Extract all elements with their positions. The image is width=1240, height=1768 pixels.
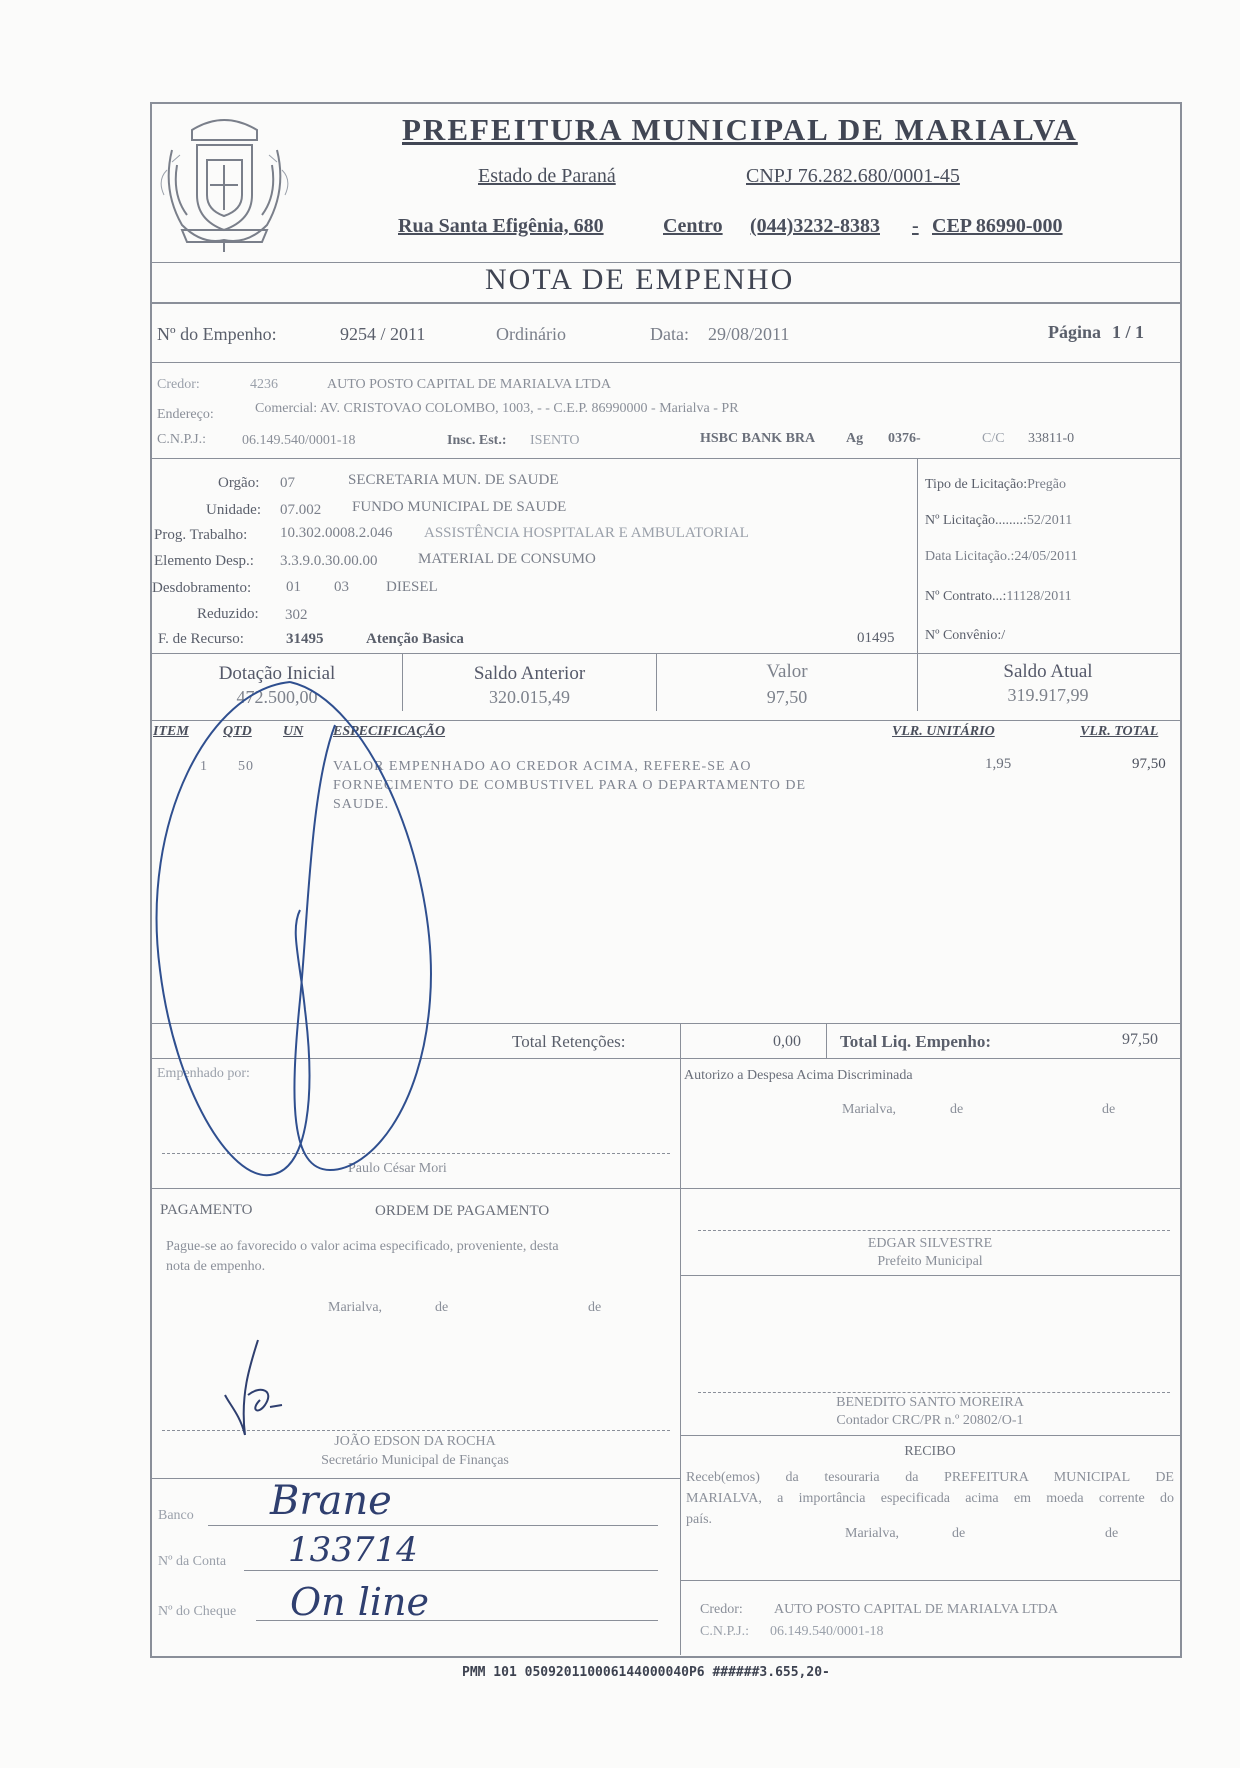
signature-line	[698, 1392, 1170, 1393]
unidade-name: FUNDO MUNICIPAL DE SAUDE	[352, 499, 567, 515]
cc-label: C/C	[982, 431, 1005, 446]
divider	[150, 1058, 1180, 1059]
col-un: UN	[283, 724, 304, 739]
unidade-label: Unidade:	[206, 502, 261, 518]
elemento-code: 3.3.9.0.30.00.00	[280, 553, 378, 569]
date-de: de	[950, 1102, 964, 1117]
col-item: ITEM	[153, 724, 189, 739]
cc-number: 33811-0	[1028, 431, 1075, 446]
cep-separator: -	[912, 215, 919, 237]
empenho-number-label: Nº do Empenho:	[157, 324, 277, 344]
ordem-text: Pague-se ao favorecido o valor acima especificado, proveniente, desta	[166, 1239, 559, 1254]
valor-value: 97,50	[766, 687, 808, 707]
recibo-credor-label: Credor:	[700, 1602, 743, 1617]
divider	[680, 1023, 681, 1655]
agency-label: Ag	[846, 431, 864, 446]
retencoes-label: Total Retenções:	[512, 1032, 626, 1051]
liq-empenho-value: 97,50	[1122, 1031, 1158, 1048]
coat-of-arms-icon	[152, 110, 297, 255]
divider	[150, 458, 1180, 459]
desdob-label: Desdobramento:	[152, 580, 252, 596]
page-label: Página	[1048, 322, 1102, 342]
contador-title: Contador CRC/PR n.º 20802/O-1	[836, 1413, 1024, 1428]
retencoes-value: 0,00	[773, 1033, 801, 1050]
divider	[150, 362, 1180, 363]
conta-label: Nº da Conta	[158, 1554, 227, 1569]
saldo-anterior-label: Saldo Anterior	[473, 663, 586, 684]
divider	[150, 302, 1180, 304]
divider	[150, 653, 1180, 654]
recibo-cnpj: 06.149.540/0001-18	[770, 1624, 884, 1639]
banco-label: Banco	[158, 1508, 194, 1523]
prefeito-name: EDGAR SILVESTRE	[867, 1236, 993, 1251]
secretario-title: Secretário Municipal de Finanças	[321, 1453, 509, 1468]
recurso-code: 31495	[286, 631, 324, 647]
divider	[917, 458, 918, 653]
date-de: de	[435, 1300, 449, 1315]
signature-line	[162, 1153, 670, 1154]
divider	[150, 1023, 1180, 1024]
recurso-name: Atenção Basica	[366, 631, 464, 647]
agency: 0376-	[888, 431, 921, 446]
date-de: de	[588, 1300, 602, 1315]
street-address: Rua Santa Efigênia, 680	[398, 215, 604, 237]
date-de: de	[952, 1526, 966, 1541]
data-licitacao: Data Licitação.:24/05/2011	[925, 549, 1078, 564]
empenho-type: Ordinário	[496, 324, 566, 344]
phone: (044)3232-8383	[750, 215, 880, 237]
secretario-name: JOÃO EDSON DA ROCHA	[334, 1434, 496, 1449]
recibo-text: país.	[686, 1512, 713, 1527]
endereco-label: Endereço:	[157, 407, 214, 422]
handwritten-signature	[220, 1335, 300, 1445]
saldo-atual-label: Saldo Atual	[1003, 661, 1093, 682]
insc-value: ISENTO	[530, 433, 580, 448]
orgao-name: SECRETARIA MUN. DE SAUDE	[348, 472, 559, 488]
desdob-1: 01	[286, 579, 301, 595]
credor-cnpj: 06.149.540/0001-18	[242, 433, 356, 448]
valor-label: Valor	[766, 661, 808, 682]
autorizo-text: Autorizo a Despesa Acima Discriminada	[684, 1068, 913, 1083]
cep: CEP 86990-000	[932, 215, 1063, 237]
prog-code: 10.302.0008.2.046	[280, 525, 393, 541]
cheque-label: Nº do Cheque	[158, 1604, 237, 1619]
cnpj-label: CNPJ 76.282.680/0001-45	[746, 165, 960, 187]
conta-line	[244, 1570, 658, 1571]
recurso-ref: 01495	[857, 630, 895, 646]
item-number: 1	[200, 759, 208, 774]
ordem-label: ORDEM DE PAGAMENTO	[375, 1203, 550, 1219]
divider	[150, 1478, 680, 1479]
recibo-text: Receb(emos) da tesouraria da PREFEITURA MUNICIPAL DE	[686, 1470, 1174, 1485]
divider	[680, 1435, 1180, 1436]
conta-handwritten: 133714	[288, 1530, 418, 1570]
recibo-credor-name: AUTO POSTO CAPITAL DE MARIALVA LTDA	[774, 1602, 1058, 1617]
desdob-2: 03	[334, 579, 349, 595]
col-especificacao: ESPECIFICAÇÃO	[333, 724, 446, 739]
item-vlr-unit: 1,95	[985, 756, 1012, 772]
document-type: NOTA DE EMPENHO	[485, 263, 795, 296]
recibo-cnpj-label: C.N.P.J.:	[700, 1624, 750, 1639]
date-label: Data:	[650, 324, 689, 344]
desdob-name: DIESEL	[386, 579, 438, 595]
item-desc-line: VALOR EMPENHADO AO CREDOR ACIMA, REFERE-SE AO	[333, 759, 752, 774]
contador-name: BENEDITO SANTO MOREIRA	[836, 1395, 1024, 1410]
empenho-date: 29/08/2011	[708, 324, 790, 344]
recibo-text: MARIALVA, a importância especificada acima em moeda corrente do	[686, 1491, 1174, 1506]
col-vlr-total: VLR. TOTAL	[1080, 724, 1159, 739]
recibo-label: RECIBO	[904, 1444, 956, 1459]
reduzido-value: 302	[285, 607, 308, 623]
credor-label: Credor:	[157, 377, 200, 392]
tipo-licitacao: Tipo de Licitação:Pregão	[925, 477, 1067, 492]
state-label: Estado de Paraná	[478, 165, 616, 187]
divider	[150, 1188, 1180, 1189]
numero-contrato: Nº Contrato...:11128/2011	[925, 589, 1072, 604]
elemento-label: Elemento Desp.:	[154, 553, 254, 569]
empenhado-label: Empenhado por:	[157, 1066, 250, 1081]
endereco: Comercial: AV. CRISTOVAO COLOMBO, 1003, - - C.E.P. 86990000 - Marialva - PR	[255, 401, 739, 416]
city-date: Marialva,	[842, 1102, 897, 1117]
page-number: 1 / 1	[1112, 322, 1145, 342]
elemento-name: MATERIAL DE CONSUMO	[418, 551, 596, 567]
banco-handwritten: Brane	[270, 1478, 392, 1524]
empenho-number: 9254 / 2011	[340, 324, 426, 344]
ordem-text: nota de empenho.	[166, 1259, 266, 1274]
divider	[150, 720, 1180, 721]
recurso-label: F. de Recurso:	[158, 631, 244, 647]
col-qtd: QTD	[223, 724, 252, 739]
pagamento-label: PAGAMENTO	[160, 1202, 253, 1218]
district: Centro	[663, 215, 723, 237]
item-desc-line: FORNECIMENTO DE COMBUSTIVEL PARA O DEPARTAMENTO DE	[333, 778, 807, 793]
divider	[826, 1023, 827, 1058]
item-qtd: 50	[238, 759, 254, 774]
cheque-handwritten: On line	[290, 1580, 429, 1624]
dotacao-value: 472.500,00	[236, 687, 318, 707]
bank-name: HSBC BANK BRA	[700, 431, 816, 446]
credor-name: AUTO POSTO CAPITAL DE MARIALVA LTDA	[327, 377, 611, 392]
prefeito-title: Prefeito Municipal	[877, 1254, 983, 1269]
empenhado-name: Paulo César Mori	[348, 1161, 447, 1176]
prog-name: ASSISTÊNCIA HOSPITALAR E AMBULATORIAL	[424, 525, 749, 541]
col-vlr-unitario: VLR. UNITÁRIO	[892, 724, 995, 739]
signature-line	[698, 1230, 1170, 1231]
saldo-atual-value: 319.917,99	[1007, 685, 1089, 705]
city-date: Marialva,	[328, 1300, 383, 1315]
divider	[680, 1275, 1180, 1276]
banco-line	[208, 1525, 658, 1526]
numero-licitacao: Nº Licitação........:52/2011	[925, 513, 1073, 528]
prog-label: Prog. Trabalho:	[154, 527, 248, 543]
dotacao-label: Dotação Inicial	[218, 663, 336, 684]
footer-code: PMM 101 050920110006144000040P6 ######3.655,20-	[462, 1665, 830, 1680]
orgao-code: 07	[280, 475, 295, 491]
numero-convenio: Nº Convênio:/	[925, 628, 1006, 643]
liq-empenho-label: Total Liq. Empenho:	[840, 1032, 991, 1051]
unidade-code: 07.002	[280, 502, 322, 518]
date-de: de	[1102, 1102, 1116, 1117]
date-de: de	[1105, 1526, 1119, 1541]
page-title: PREFEITURA MUNICIPAL DE MARIALVA	[402, 112, 1078, 147]
reduzido-label: Reduzido:	[197, 606, 259, 622]
saldo-anterior-value: 320.015,49	[489, 687, 570, 707]
city-date: Marialva,	[845, 1526, 900, 1541]
credor-code: 4236	[250, 377, 278, 392]
item-vlr-total: 97,50	[1132, 756, 1166, 772]
insc-label: Insc. Est.:	[447, 433, 507, 448]
item-desc-line: SAUDE.	[333, 797, 390, 812]
orgao-label: Orgão:	[218, 475, 260, 491]
divider	[680, 1580, 1180, 1581]
cnpj-label: C.N.P.J.:	[157, 432, 207, 447]
